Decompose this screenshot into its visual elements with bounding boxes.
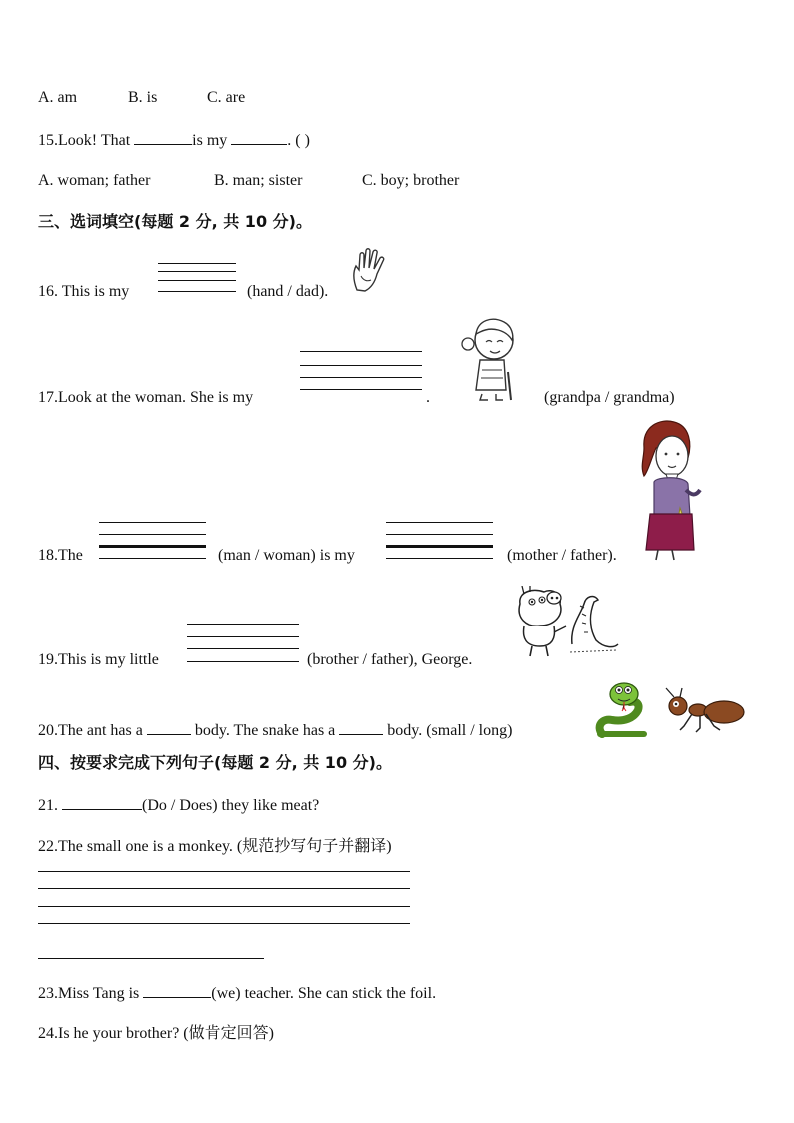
q18-prefix: 18.The xyxy=(38,547,83,564)
q15-blank-1[interactable] xyxy=(134,130,192,145)
q22-translation-line[interactable] xyxy=(38,958,264,959)
q16-writing-line xyxy=(158,263,236,264)
q21-question xyxy=(38,795,319,816)
q17-dot: . xyxy=(426,389,430,406)
q16-prefix: 16. This is my xyxy=(38,283,130,300)
q17-writing-line[interactable] xyxy=(300,389,422,390)
q18-writing-line-2 xyxy=(386,522,493,523)
q24-question: 24.Is he your brother? (做肯定回答) xyxy=(38,1025,274,1042)
q19-writing-line xyxy=(187,624,299,625)
grandma-icon xyxy=(456,310,526,402)
q19-writing-line xyxy=(187,636,299,637)
q18-hint-1: (man / woman) is my xyxy=(218,547,355,564)
q22-writing-line[interactable] xyxy=(38,923,410,924)
q22-question: 22.The small one is a monkey. (规范抄写句子并翻译) xyxy=(38,838,392,855)
q19-hint: (brother / father), George. xyxy=(307,651,473,668)
q22-writing-line xyxy=(38,871,410,872)
q15-option-b: B. man; sister xyxy=(214,172,303,189)
q16-writing-line xyxy=(158,271,236,272)
q18-writing-line-2 xyxy=(386,545,493,548)
q15-prefix: 15.Look! That xyxy=(38,132,135,149)
q19-prefix: 19.This is my little xyxy=(38,651,159,668)
q21-blank[interactable] xyxy=(62,795,142,810)
q20-part-1: 20.The ant has a xyxy=(38,722,143,739)
q20-part-2: body. The snake has a xyxy=(194,722,336,739)
q21-number: 21. xyxy=(38,797,58,814)
q19-writing-line[interactable] xyxy=(187,661,299,662)
q18-writing-line-1 xyxy=(99,534,206,535)
q21-text: (Do / Does) they like meat? xyxy=(142,797,320,814)
q22-writing-line xyxy=(38,888,410,889)
q16-writing-line xyxy=(158,280,236,281)
mother-icon xyxy=(636,418,706,562)
q15-question xyxy=(38,130,310,151)
q18-writing-line-1 xyxy=(99,545,206,548)
ant-icon xyxy=(656,686,748,734)
q14-option-a: A. am xyxy=(38,89,78,106)
q15-option-c: C. boy; brother xyxy=(362,172,460,189)
q18-writing-line-1[interactable] xyxy=(99,558,206,559)
q18-writing-line-2[interactable] xyxy=(386,558,493,559)
q16-hint: (hand / dad). xyxy=(247,283,329,300)
q23-part-1: 23.Miss Tang is xyxy=(38,985,140,1002)
peppa-icon xyxy=(510,586,620,660)
q15-blank-2[interactable] xyxy=(231,130,287,145)
section-4-heading: 四、按要求完成下列句子(每题 2 分, 共 10 分)。 xyxy=(38,753,392,772)
q16-writing-line[interactable] xyxy=(158,291,236,292)
q15-option-a: A. woman; father xyxy=(38,172,151,189)
q18-writing-line-1 xyxy=(99,522,206,523)
q18-writing-line-2 xyxy=(386,534,493,535)
hand-icon xyxy=(347,246,395,294)
q15-suffix: . ( ) xyxy=(287,132,310,149)
q15-mid: is my xyxy=(192,132,232,149)
q20-blank-2[interactable] xyxy=(339,720,383,735)
q20-blank-1[interactable] xyxy=(147,720,191,735)
section-3-heading: 三、选词填空(每题 2 分, 共 10 分)。 xyxy=(38,212,312,231)
q14-option-b: B. is xyxy=(128,89,158,106)
snake-icon xyxy=(594,680,652,738)
q14-option-c: C. are xyxy=(207,89,246,106)
q17-writing-line xyxy=(300,365,422,366)
q18-hint-2: (mother / father). xyxy=(507,547,617,564)
q20-part-3: body. (small / long) xyxy=(387,722,513,739)
q23-question xyxy=(38,983,436,1004)
q17-writing-line xyxy=(300,377,422,378)
q20-question xyxy=(38,720,512,741)
q23-part-2: (we) teacher. She can stick the foil. xyxy=(211,985,437,1002)
q17-hint: (grandpa / grandma) xyxy=(544,389,675,406)
q19-writing-line xyxy=(187,648,299,649)
q17-writing-line xyxy=(300,351,422,352)
q22-writing-line xyxy=(38,906,410,907)
q23-blank[interactable] xyxy=(143,983,211,998)
q17-prefix: 17.Look at the woman. She is my xyxy=(38,389,254,406)
